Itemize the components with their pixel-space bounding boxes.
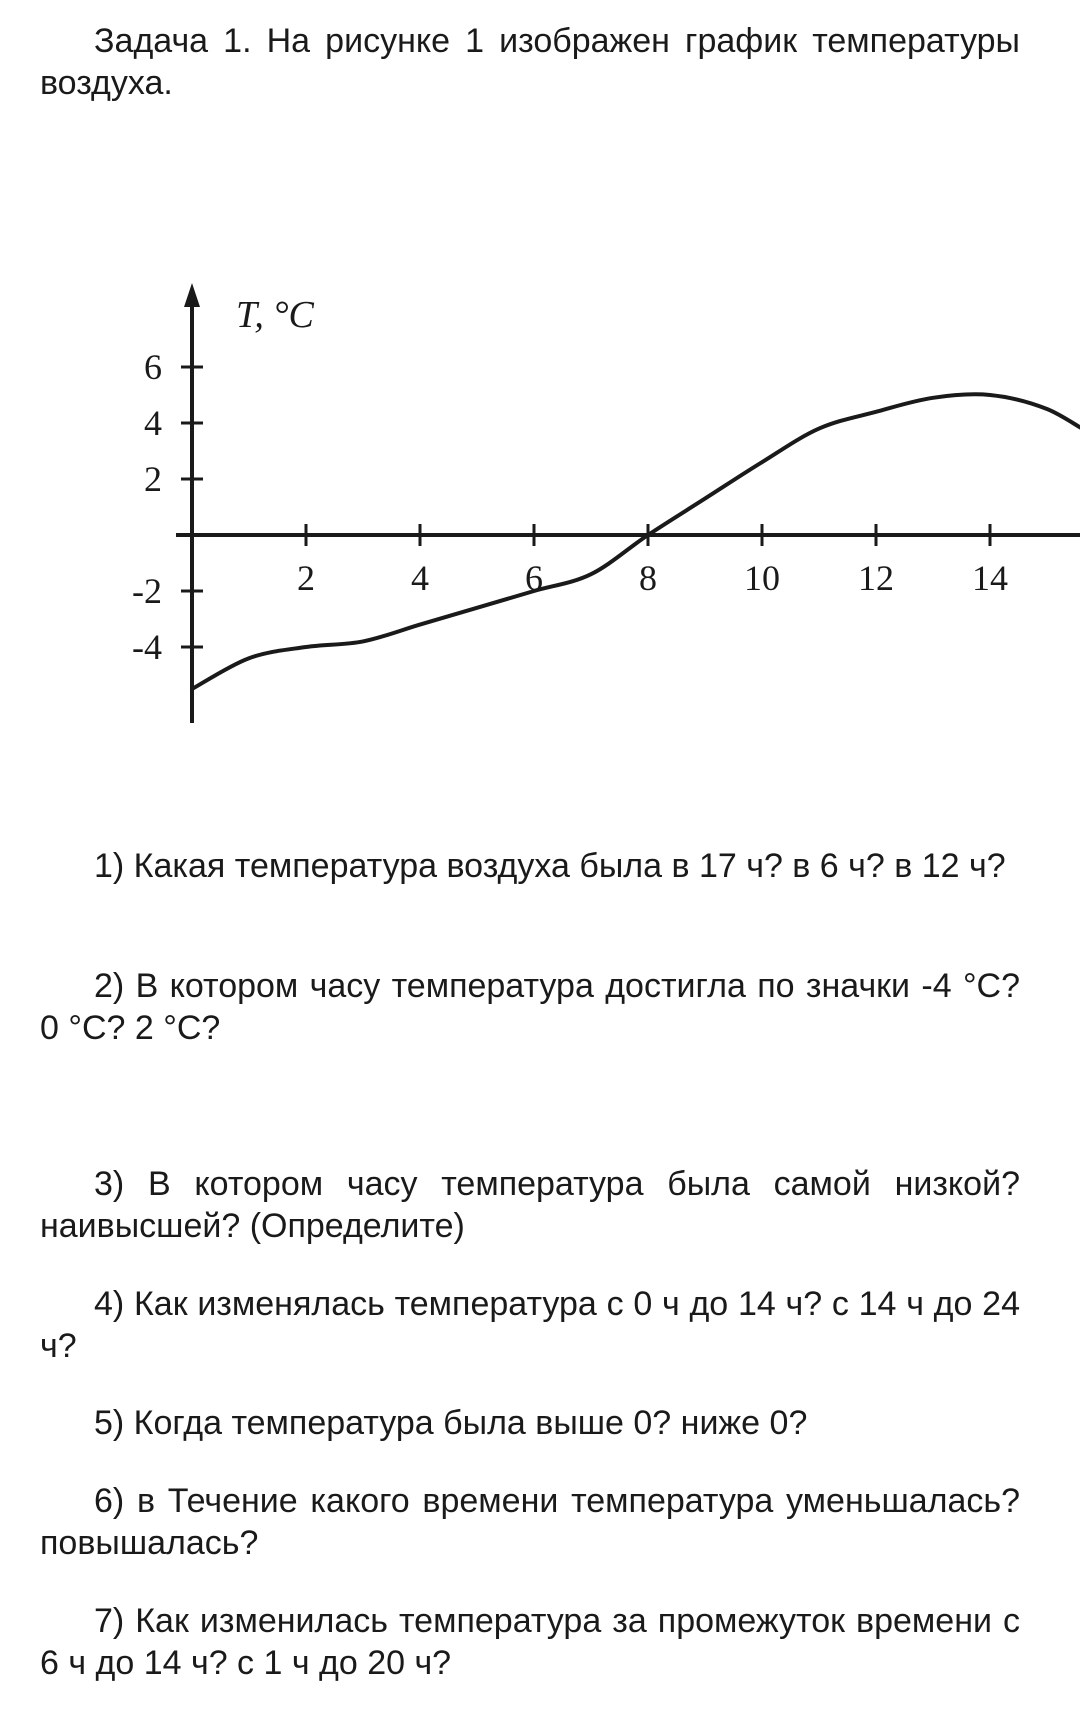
x-tick-label: 2 (297, 558, 315, 598)
y-axis-arrow (184, 283, 200, 307)
x-tick-label: 10 (744, 558, 780, 598)
y-axis-label: T, °C (236, 294, 314, 336)
temperature-curve (192, 394, 1080, 689)
question-5: 5) Когда температура была выше 0? ниже 0? (94, 1404, 808, 1442)
x-tick-label: 4 (411, 558, 429, 598)
question-1: 1) Какая температура воздуха была в 17 ч? в 6 ч? в 12 ч? (94, 847, 1006, 885)
task-title: Задача 1. На рисунке 1 изображен график температуры воздуха. (40, 22, 1020, 102)
x-tick-label: 8 (639, 558, 657, 598)
question-6: 6) в Течение какого времени температура уменьшалась? повышалась? (40, 1482, 1020, 1562)
y-tick-label: 4 (144, 403, 162, 443)
question-4: 4) Как изменялась температура с 0 ч до 14 ч? с 14 ч до 24 ч? (40, 1285, 1020, 1365)
y-tick-label: 6 (144, 347, 162, 387)
x-tick-label: 14 (972, 558, 1008, 598)
y-tick-label: -2 (132, 571, 162, 611)
question-3: 3) В котором часу температура была самой низкой? наивысшей? (Определите) (40, 1165, 1020, 1245)
question-7: 7) Как изменилась температура за промежуток времени с 6 ч до 14 ч? с 1 ч до 20 ч? (40, 1602, 1020, 1682)
x-tick-label: 12 (858, 558, 894, 598)
y-tick-label: 2 (144, 459, 162, 499)
temperature-chart (0, 250, 1080, 730)
question-2: 2) В котором часу температура достигла по значки -4 °C? 0 °C? 2 °C? (40, 967, 1020, 1047)
y-tick-label: -4 (132, 627, 162, 667)
x-tick-label: 6 (525, 558, 543, 598)
